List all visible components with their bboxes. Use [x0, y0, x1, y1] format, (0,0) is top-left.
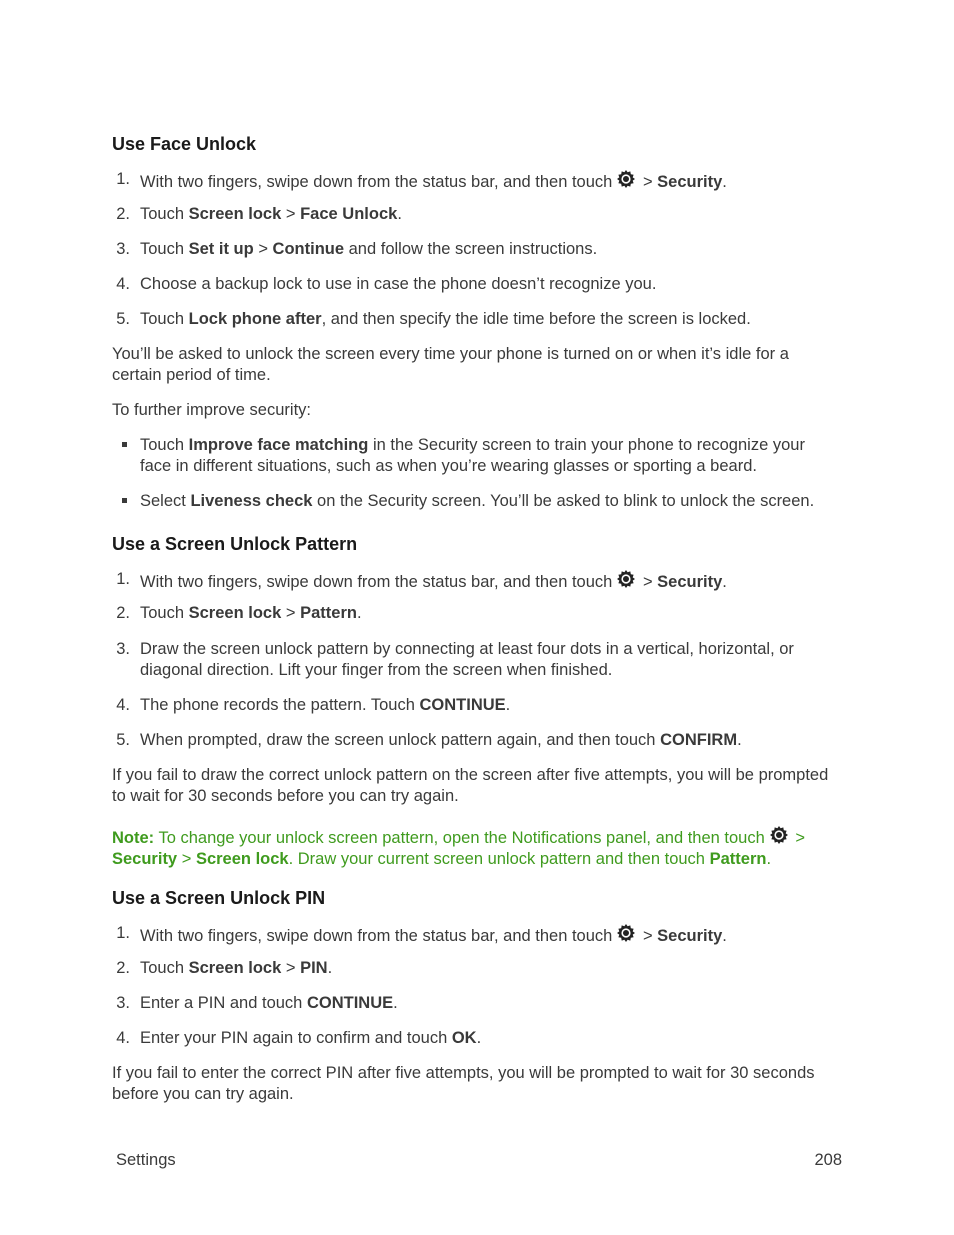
note-callout: Note: To change your unlock screen pattern, open the Notifications panel, and then touch > Security > Screen lock. Draw your current screen unlock pattern and then touch Pattern. — [112, 825, 842, 870]
bullet-icon — [122, 498, 127, 503]
section-title: Use Face Unlock — [112, 134, 257, 154]
note-label: Note: — [112, 829, 155, 847]
gear-icon — [769, 825, 789, 845]
section-title: Use a Screen Unlock Pattern — [112, 534, 358, 554]
bullet-icon — [122, 442, 127, 447]
footer-page-number: 208 — [814, 1151, 842, 1169]
bullet-item: Select Liveness check on the Security screen. You’ll be asked to blink to unlock the screen. — [112, 491, 842, 512]
gear-icon — [616, 923, 636, 943]
paragraph: If you fail to enter the correct PIN after five attempts, you will be prompted to wait for 30 seconds before you can try again. — [112, 1064, 815, 1103]
list-item: 3. Draw the screen unlock pattern by connecting at least four dots in a vertical, horizontal, or diagonal direction. Lift your finger from the screen when finished. — [116, 640, 794, 679]
gear-icon — [616, 569, 636, 589]
paragraph: To further improve security: — [112, 401, 311, 419]
gear-icon — [616, 169, 636, 189]
footer-section-name: Settings — [116, 1151, 176, 1169]
paragraph: You’ll be asked to unlock the screen every time your phone is turned on or when it’s idle for a certain period of time. — [112, 345, 789, 384]
paragraph: If you fail to draw the correct unlock pattern on the screen after five attempts, you will be prompted to wait for 30 seconds before you can try again. — [112, 766, 829, 805]
section-title: Use a Screen Unlock PIN — [112, 888, 326, 908]
bullet-item: Touch Improve face matching in the Security screen to train your phone to recognize your face in different situations, such as when you’re wearing glasses or sporting a beard. — [112, 435, 842, 477]
